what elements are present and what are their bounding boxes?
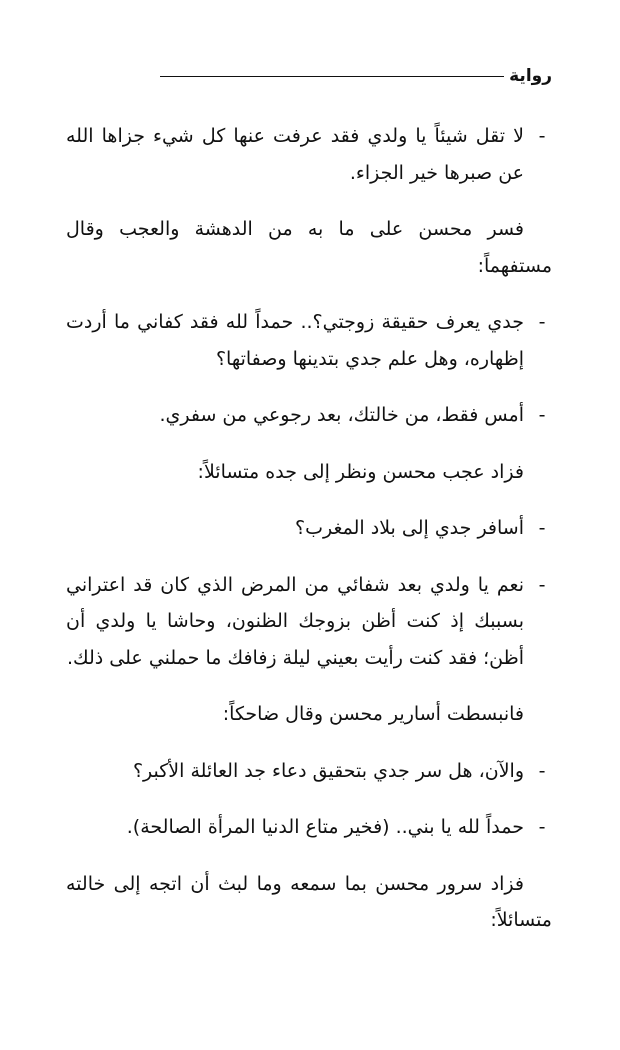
paragraph-text: والآن، هل سر جدي بتحقيق دعاء جد العائلة الأكبر؟	[132, 759, 524, 782]
running-title: رواية	[509, 66, 552, 86]
dialogue-paragraph	[66, 118, 552, 191]
paragraph-text: أمس فقط، من خالتك، بعد رجوعي من سفري.	[159, 404, 524, 426]
paragraph-text: جدي يعرف حقيقة زوجتي؟.. حمداً لله فقد كفاني ما أردت إظهاره، وهل علم جدي بتدينها وصفاتها؟	[66, 311, 524, 370]
dialogue-dash: -	[538, 404, 546, 426]
dialogue-paragraph	[66, 304, 552, 377]
paragraph-text: حمداً لله يا بني.. (فخير متاع الدنيا المرأة الصالحة).	[126, 816, 524, 838]
dialogue-dash: -	[538, 125, 546, 147]
dialogue-dash: -	[538, 573, 546, 596]
header-rule	[160, 76, 504, 77]
dialogue-dash: -	[538, 816, 546, 838]
dialogue-paragraph	[66, 397, 552, 434]
dialogue-dash: -	[538, 759, 546, 782]
dialogue-paragraph	[66, 510, 552, 547]
page-body	[66, 118, 552, 959]
dialogue-paragraph	[66, 809, 552, 846]
narration-paragraph: فزاد سرور محسن بما سمعه وما لبث أن اتجه إلى خالته متسائلاً:	[66, 872, 552, 931]
narration-paragraph: فزاد عجب محسن ونظر إلى جده متسائلاً:	[197, 460, 524, 483]
dialogue-dash: -	[538, 311, 546, 333]
paragraph-text: نعم يا ولدي بعد شفائي من المرض الذي كان قد اعتراني بسببك إذ كنت أظن بزوجك الظنون، وحاشا يا ولدي أن أظن؛ فقد كنت رأيت بعيني ليلة زفافك ما حملني على ذلك.	[66, 573, 524, 669]
dialogue-paragraph	[66, 753, 552, 790]
page-header	[160, 62, 552, 90]
paragraph-text: أسافر جدي إلى بلاد المغرب؟	[295, 517, 524, 539]
paragraph-text: لا تقل شيئاً يا ولدي فقد عرفت عنها كل شيء جزاها الله عن صبرها خير الجزاء.	[66, 125, 524, 184]
narration-paragraph: فسر محسن على ما به من الدهشة والعجب وقال مستفهماً:	[66, 218, 552, 277]
dialogue-paragraph	[66, 567, 552, 677]
narration-paragraph: فانبسطت أسارير محسن وقال ضاحكاً:	[222, 703, 524, 725]
dialogue-dash: -	[538, 517, 546, 539]
